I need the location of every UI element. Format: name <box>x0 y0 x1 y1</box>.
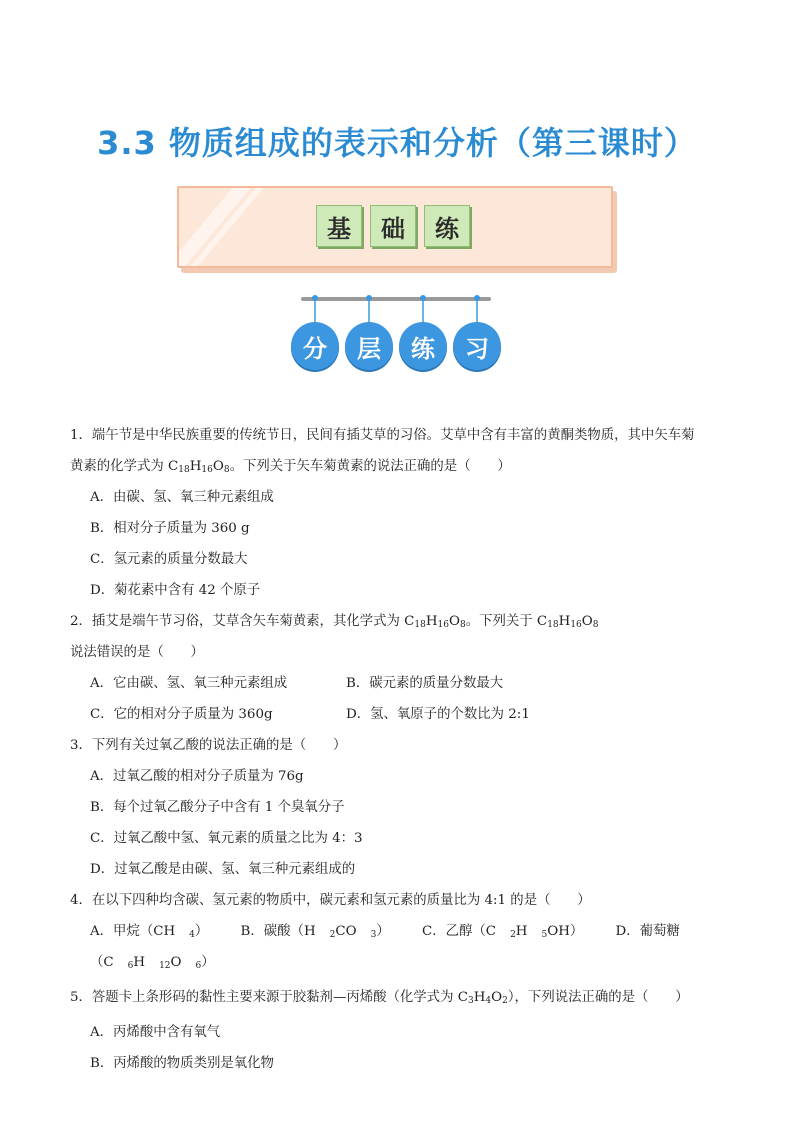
question-option: C．它的相对分子质量为 360g <box>90 707 273 722</box>
page-title: 3.3 物质组成的表示和分析（第三课时） <box>97 124 697 162</box>
question-list <box>70 420 730 1079</box>
question-option: A．丙烯酸中含有氧气 <box>90 1025 221 1040</box>
question-option: A．由碳、氢、氧三种元素组成 <box>90 490 274 505</box>
question-option: D．氢、氧原子的个数比为 2:1 <box>346 707 530 722</box>
banner-tile: 练 <box>424 205 470 247</box>
banner-tiles <box>316 205 470 247</box>
question-option: D．菊花素中含有 42 个原子 <box>90 583 261 598</box>
banner-tile: 础 <box>370 205 416 247</box>
question-option: A．甲烷（CH $_4$） <box>90 924 209 940</box>
question-option: D．过氧乙酸是由碳、氢、氧三种元素组成的 <box>90 862 356 877</box>
question-option: A．它由碳、氢、氧三种元素组成 <box>90 676 288 691</box>
layer-badge: 练 <box>399 322 447 370</box>
layer-badge: 分 <box>291 322 339 370</box>
question-2-stem: 2．插艾是端午节习俗，艾草含矢车菊黄素，其化学式为 $C_{18}H_{16}O_8$。下列关于 $C_{18}H_{16}O_8$说法错误的是（ ） <box>70 614 599 660</box>
question-option: B．碳元素的质量分数最大 <box>346 676 504 691</box>
question-4-stem: 4．在以下四种均含碳、氢元素的物质中，碳元素和氢元素的质量比为 4:1 的是（ ） <box>70 893 591 908</box>
banner-tile: 基 <box>316 205 362 247</box>
question-1-stem: 1．端午节是中华民族重要的传统节日，民间有插艾草的习俗。艾草中含有丰富的黄酮类物质，其中矢车菊 <box>70 428 695 443</box>
question-option: B．每个过氧乙酸分子中含有 1 个臭氧分子 <box>90 800 345 815</box>
question-option-row <box>90 668 730 699</box>
question-option: D．葡萄糖（C $_6$H $_{12}$O $_6$） <box>90 924 680 971</box>
layer-badge: 习 <box>453 322 501 370</box>
question-option: B．丙烯酸的物质类别是氧化物 <box>90 1056 274 1071</box>
layer-badge: 层 <box>345 322 393 370</box>
question-option: B．碳酸（H $_2$CO $_3$） <box>240 924 390 940</box>
hanging-rod <box>301 297 491 301</box>
question-option-row <box>90 699 730 730</box>
question-option: B．相对分子质量为 360 g <box>90 521 250 536</box>
question-option: A．过氧乙酸的相对分子质量为 76g <box>90 769 304 784</box>
question-5-stem: 5．答题卡上条形码的黏性主要来源于胶黏剂—丙烯酸（化学式为 $C_3H_4O_2$），下列说法正确的是（ ） <box>70 990 689 1006</box>
question-option: C．乙醇（C $_2$H $_5$OH） <box>422 924 584 940</box>
question-option-row <box>90 916 730 978</box>
question-option: C．过氧乙酸中氢、氧元素的质量之比为 4：3 <box>90 831 363 846</box>
question-1-stem-cont: 黄素的化学式为 $C_{18}H_{16}O_8$。下列关于矢车菊黄素的说法正确的是（ ） <box>70 459 511 475</box>
question-option: C．氢元素的质量分数最大 <box>90 552 248 567</box>
question-3-stem: 3．下列有关过氧乙酸的说法正确的是（ ） <box>70 738 347 753</box>
